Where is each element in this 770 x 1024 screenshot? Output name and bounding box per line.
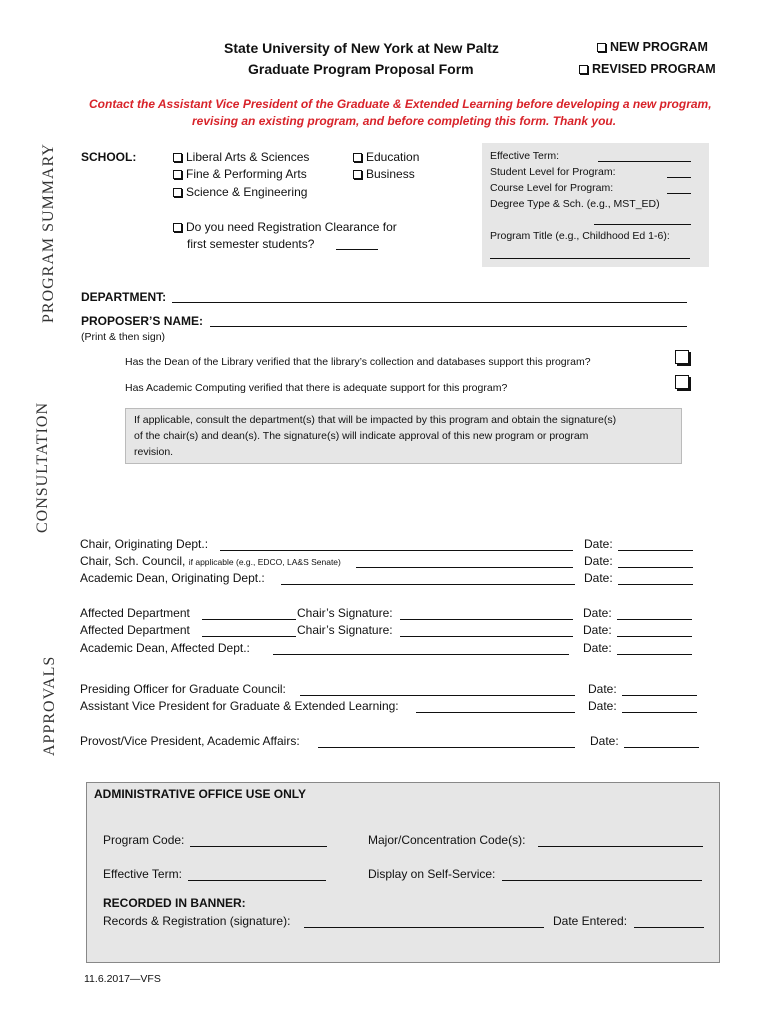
recorded-banner-label: RECORDED IN BANNER: [103,896,246,910]
academic-dean-affected-field[interactable] [273,654,569,655]
records-registration-label: Records & Registration (signature): [103,914,291,928]
program-title-field[interactable] [490,258,690,259]
course-level-field[interactable] [667,193,691,194]
notice-line2: revising an existing program, and before completing this form. Thank you. [192,114,617,128]
display-self-service-label: Display on Self-Service: [368,867,496,881]
student-level-label: Student Level for Program: [490,166,616,178]
chair-originating-field[interactable] [220,550,573,551]
checkbox-icon [173,153,182,162]
degree-type-field[interactable] [594,224,691,225]
admin-title: ADMINISTRATIVE OFFICE USE ONLY [94,787,307,801]
checkbox-icon [353,153,362,162]
major-code-field[interactable] [538,846,703,847]
school-option-las[interactable]: Liberal Arts & Sciences [173,150,309,165]
admin-effective-term-field[interactable] [188,880,326,881]
course-level-label: Course Level for Program: [490,182,614,194]
side-label-consultation: CONSULTATION [34,401,51,533]
affected-dept-field[interactable] [202,636,296,637]
date-field[interactable] [618,584,693,585]
checkbox-icon [579,65,588,74]
side-label-approvals: APPROVALS [41,655,58,756]
library-question: Has the Dean of the Library verified that the library’s collection and databases support this program? [125,356,591,368]
proposer-name-field[interactable] [210,326,687,327]
date-field[interactable] [624,747,699,748]
date-label: Date: [583,623,612,637]
consultation-note-line3: revision. [134,446,174,458]
print-sign-note: (Print & then sign) [81,331,166,343]
consultation-note-line1: If applicable, consult the department(s) that will be impacted by this program and obtain the signature(s) [134,414,617,426]
date-entered-label: Date Entered: [553,914,628,928]
date-label: Date: [583,606,612,620]
provost-field[interactable] [318,747,575,748]
program-title-label: Program Title (e.g., Childhood Ed 1-6): [490,230,670,242]
effective-term-label: Effective Term: [490,150,560,162]
date-field[interactable] [617,619,692,620]
checkbox-icon [173,170,182,179]
program-code-field[interactable] [190,846,327,847]
checkbox-icon [173,223,182,232]
proposer-name-label: PROPOSER’S NAME: [81,314,204,328]
provost-label: Provost/Vice President, Academic Affairs: [80,734,300,748]
date-entered-field[interactable] [634,927,704,928]
consultation-note-line2: of the chair(s) and dean(s). The signature(s) will indicate approval of this new program or program [134,430,589,442]
school-option-business[interactable]: Business [353,167,415,182]
avp-label: Assistant Vice President for Graduate & Extended Learning: [80,699,399,713]
date-field[interactable] [618,567,693,568]
chairs-signature-label: Chair’s Signature: [297,606,393,620]
academic-dean-originating-field[interactable] [281,584,575,585]
school-label: SCHOOL: [81,150,137,164]
academic-dean-originating-label: Academic Dean, Originating Dept.: [80,571,265,585]
school-option-education[interactable]: Education [353,150,419,165]
date-label: Date: [584,554,613,568]
date-label: Date: [584,571,613,585]
checkbox-icon [597,43,606,52]
computing-question: Has Academic Computing verified that there is adequate support for this program? [125,382,508,394]
admin-effective-term-label: Effective Term: [103,867,182,881]
major-code-label: Major/Concentration Code(s): [368,833,526,847]
date-label: Date: [583,641,612,655]
notice-line1: Contact the Assistant Vice President of the Graduate & Extended Learning before developing a new program, [89,97,712,111]
date-field[interactable] [617,654,692,655]
date-label: Date: [588,682,617,696]
effective-term-field[interactable] [598,161,691,162]
department-field[interactable] [172,302,687,303]
chairs-signature-field[interactable] [400,619,573,620]
checkbox-icon [173,188,182,197]
school-option-se[interactable]: Science & Engineering [173,185,307,200]
affected-dept-label: Affected Department [80,623,190,637]
form-title-line1: State University of New York at New Paltz [224,40,499,56]
presiding-officer-field[interactable] [300,695,575,696]
registration-clearance-question-2: first semester students? [187,237,315,251]
affected-dept-label: Affected Department [80,606,190,620]
degree-type-label: Degree Type & Sch. (e.g., MST_ED) [490,198,660,210]
student-level-field[interactable] [667,177,691,178]
department-label: DEPARTMENT: [81,290,167,304]
program-code-label: Program Code: [103,833,185,847]
affected-dept-field[interactable] [202,619,296,620]
avp-field[interactable] [416,712,575,713]
date-field[interactable] [618,550,693,551]
date-field[interactable] [622,712,697,713]
records-registration-field[interactable] [304,927,544,928]
form-version: 11.6.2017—VFS [84,973,161,985]
side-label-program-summary: PROGRAM SUMMARY [40,143,57,323]
date-field[interactable] [617,636,692,637]
library-checkbox[interactable] [675,350,689,364]
chairs-signature-field[interactable] [400,636,573,637]
computing-checkbox[interactable] [675,375,689,389]
date-label: Date: [588,699,617,713]
chairs-signature-label: Chair’s Signature: [297,623,393,637]
date-field[interactable] [622,695,697,696]
registration-clearance-question[interactable]: Do you need Registration Clearance for [173,220,397,235]
revised-program-checkbox[interactable]: REVISED PROGRAM [579,62,716,77]
chair-originating-label: Chair, Originating Dept.: [80,537,209,551]
display-self-service-field[interactable] [502,880,702,881]
date-label: Date: [584,537,613,551]
date-label: Date: [590,734,619,748]
chair-council-field[interactable] [356,567,573,568]
school-option-fpa[interactable]: Fine & Performing Arts [173,167,307,182]
academic-dean-affected-label: Academic Dean, Affected Dept.: [80,641,250,655]
registration-clearance-field[interactable] [336,249,378,250]
presiding-officer-label: Presiding Officer for Graduate Council: [80,682,286,696]
form-title-line2: Graduate Program Proposal Form [248,61,474,77]
checkbox-icon [353,170,362,179]
chair-council-label: Chair, Sch. Council, if applicable (e.g., EDCO, LA&S Senate) [80,554,341,568]
new-program-checkbox[interactable]: NEW PROGRAM [597,40,708,55]
